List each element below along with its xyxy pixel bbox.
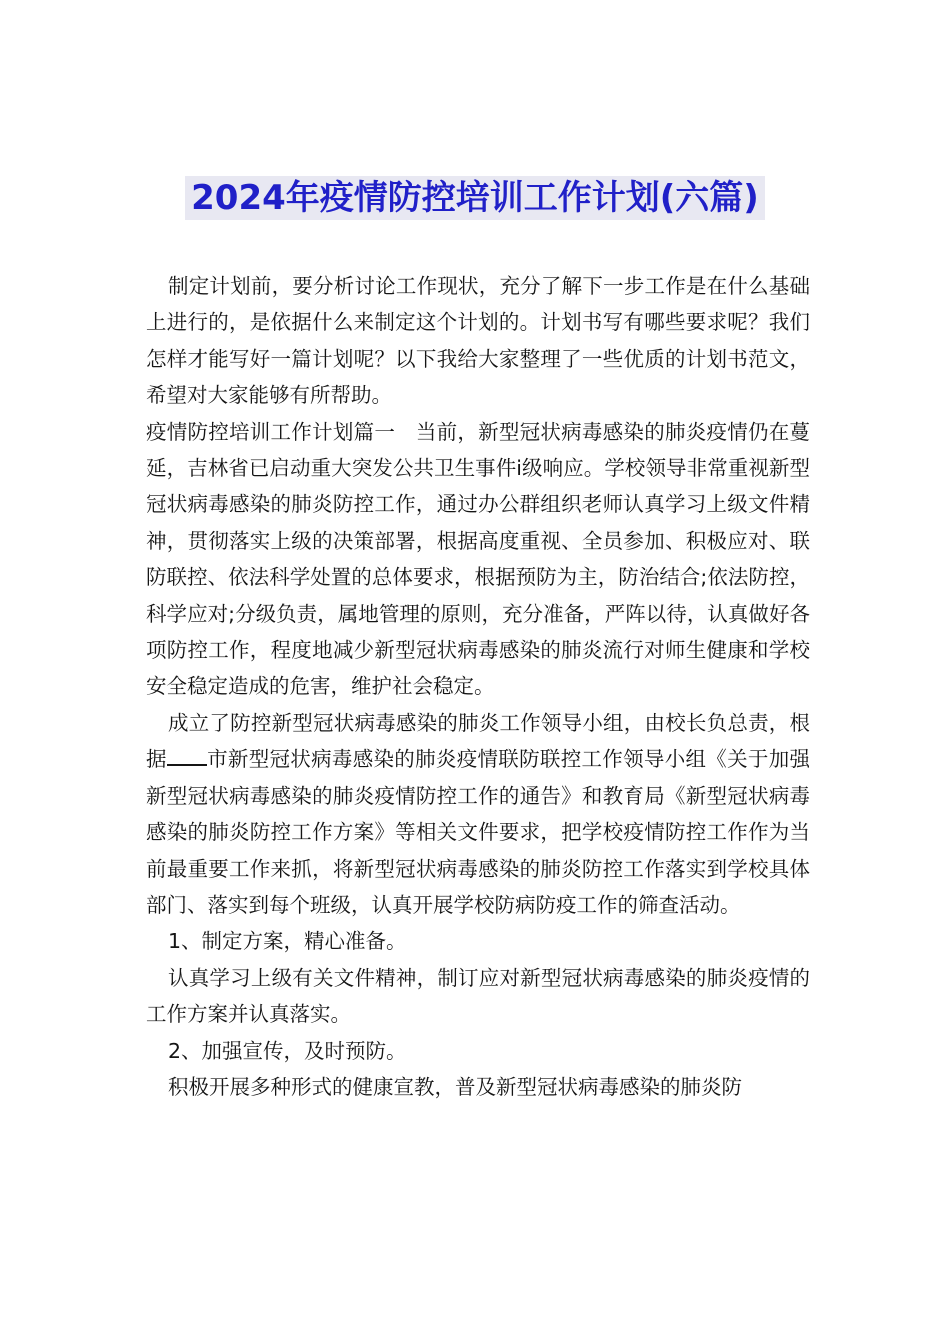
paragraph-1: 疫情防控培训工作计划篇一 当前，新型冠状病毒感染的肺炎疫情仍在蔓延，吉林省已启动重大突发公共卫生事件i级响应。学校领导非常重视新型冠状病毒感染的肺炎防控工作，通过办公群组织老师认真学习上级文件精神，贯彻落实上级的决策部署，根据高度重视、全员参加、积极应对、联防联控、依法科学处置的总体要求，根据预防为主，防治结合;依法防控，科学应对;分级负责，属地管理的原则，充分准备，严阵以待，认真做好各项防控工作，程度地减少新型冠状病毒感染的肺炎流行对师生健康和学校安全稳定造成的危害，维护社会稳定。 [146, 419, 810, 699]
paragraph-4: 积极开展多种形式的健康宣教，普及新型冠状病毒感染的肺炎防 [168, 1074, 742, 1099]
document-body [146, 268, 810, 1105]
intro-paragraph: 制定计划前，要分析讨论工作现状，充分了解下一步工作是在什么基础上进行的，是依据什么来制定这个计划的。计划书写有哪些要求呢？我们怎样才能写好一篇计划呢？以下我给大家整理了一些优质的计划书范文，希望对大家能够有所帮助。 [146, 274, 810, 408]
fill-blank-line [167, 746, 207, 766]
heading-2: 2、加强宣传，及时预防。 [168, 1038, 407, 1063]
paragraph-3: 认真学习上级有关文件精神，制订应对新型冠状病毒感染的肺炎疫情的工作方案并认真落实。 [146, 965, 810, 1027]
heading-1: 1、制定方案，精心准备。 [168, 929, 407, 954]
paragraph-2 [146, 705, 810, 923]
title-container [0, 176, 950, 220]
paragraph-2-part-2: 市新型冠状病毒感染的肺炎疫情联防联控工作领导小组《关于加强新型冠状病毒感染的肺炎疫情防控工作的通告》和教育局《新型冠状病毒感染的肺炎防控工作方案》等相关文件要求，把学校疫情防控工作作为当前最重要工作来抓，将新型冠状病毒感染的肺炎防控工作落实到学校具体部门、落实到每个班级，认真开展学校防病防疫工作的筛查活动。 [146, 747, 811, 917]
paragraph-2-part-1: 成立了防控新型冠状病毒感染的肺炎工作领导小组，由校长负总责，根据 [146, 710, 810, 772]
document-title: 2024年疫情防控培训工作计划(六篇) [185, 176, 765, 220]
